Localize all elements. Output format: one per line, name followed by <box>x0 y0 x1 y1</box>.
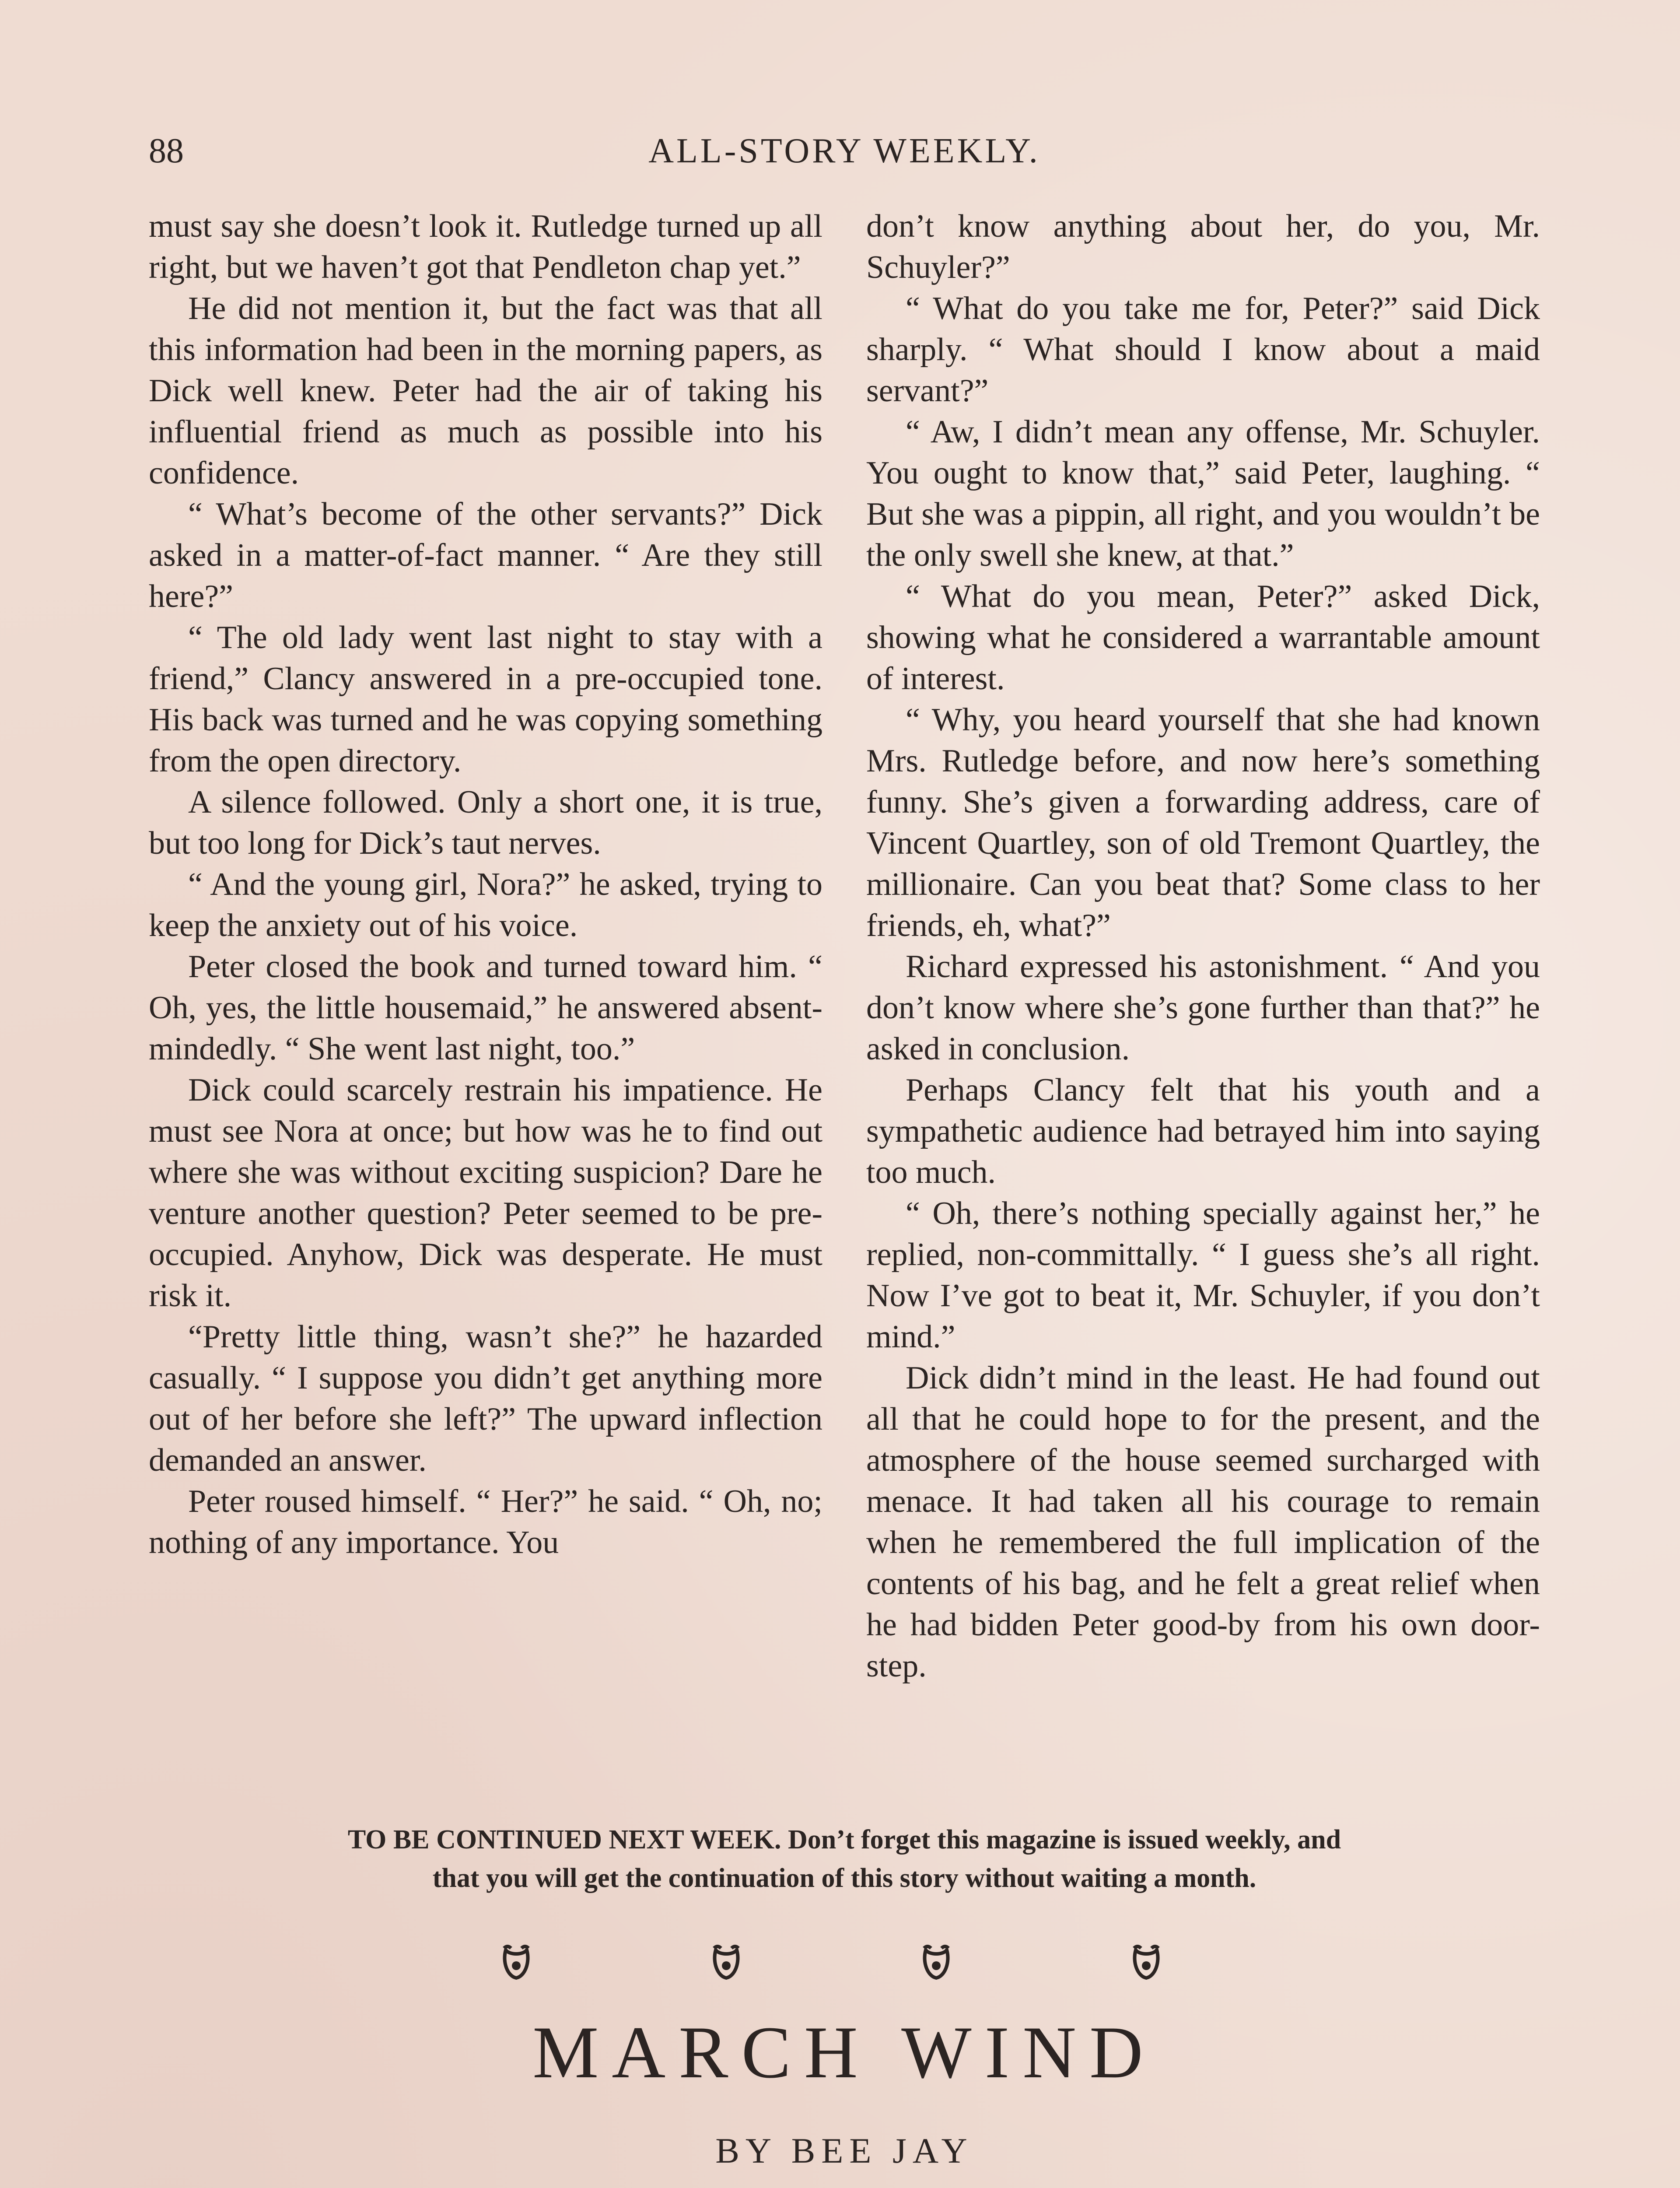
continuation-notice <box>149 1820 1540 1897</box>
poem-title: MARCH WIND <box>532 2011 1156 2093</box>
paragraph: Dick could scarcely restrain his impatience. He must see Nora at once; but how was he to find out where she was without exciting suspicion? Dare he venture another question? Peter seemed to be pre-occupied. Anyhow, Dick was desperate. He must risk it. <box>149 1072 822 1314</box>
paragraph: He did not mention it, but the fact was that all this information had been in the morning papers, as Dick well knew. Peter had the air of taking his influential friend as much as possible into his confidence. <box>149 291 822 491</box>
paragraph: “ What do you mean, Peter?” asked Dick, showing what he considered a warrantable amount of interest. <box>866 579 1540 697</box>
paragraph: Dick didn’t mind in the least. He had found out all that he could hope to for the present, and the atmosphere of the house seemed surcharged with menace. It had taken all his courage to remain when he remembered the full implication of the contents of his bag, and he felt a great relief when he had bidden Peter good-by from his own door-step. <box>866 1360 1540 1684</box>
poem-author: BY BEE JAY <box>715 2131 973 2170</box>
paragraph: A silence followed. Only a short one, it is true, but too long for Dick’s taut nerves. <box>149 784 822 861</box>
paragraph: “ The old lady went last night to stay with a friend,” Clancy answered in a pre-occupied tone. His back was turned and he was copying something from the open directory. <box>149 620 822 779</box>
notice-line: that you will get the continuation of this story without waiting a month. <box>432 1863 1256 1893</box>
paragraph: “ Oh, there’s nothing specially against her,” he replied, non-committally. “ I guess she’s all right. Now I’ve got to beat it, Mr. Schuyler, if you don’t mind.” <box>866 1196 1540 1355</box>
paragraph: Peter roused himself. “ Her?” he said. “ Oh, no; nothing of any importance. You <box>149 1483 822 1560</box>
paragraph: must say she doesn’t look it. Rutledge turned up all right, but we haven’t got that Pendleton chap yet.” <box>149 208 822 285</box>
fleuron-icon <box>499 1943 534 1982</box>
paragraph: “Pretty little thing, wasn’t she?” he hazarded casually. “ I suppose you didn’t get anything more out of her before she left?” The upward inflection demanded an answer. <box>149 1319 822 1478</box>
page-header <box>149 127 1540 175</box>
right-column <box>866 206 1540 1687</box>
story-body <box>149 206 1540 1807</box>
fleuron-icon <box>919 1943 954 1982</box>
paragraph: “ Why, you heard yourself that she had known Mrs. Rutledge before, and now here’s something funny. She’s given a forwarding address, care of Vincent Quartley, son of old Tremont Quartley, the millionaire. Can you beat that? Some class to her friends, eh, what?” <box>866 702 1540 943</box>
paragraph: Richard expressed his astonishment. “ And you don’t know where she’s gone further than that?” he asked in conclusion. <box>866 949 1540 1067</box>
fleuron-icon <box>1129 1943 1164 1982</box>
fleuron-icon <box>709 1943 744 1982</box>
page-number: 88 <box>149 132 184 170</box>
running-title: ALL-STORY WEEKLY. <box>648 132 1040 170</box>
paragraph: “ Aw, I didn’t mean any offense, Mr. Schuyler. You ought to know that,” said Peter, laughing. “ But she was a pippin, all right, and you wouldn’t be the only swell she knew, at that.” <box>866 414 1540 573</box>
left-column <box>149 206 822 1563</box>
paragraph: “ What do you take me for, Peter?” said Dick sharply. “ What should I know about a maid servant?” <box>866 291 1540 409</box>
paragraph: Peter closed the book and turned toward him. “ Oh, yes, the little housemaid,” he answered absent-mindedly. “ She went last night, too.” <box>149 949 822 1067</box>
notice-line: TO BE CONTINUED NEXT WEEK. Don’t forget this magazine is issued weekly, and <box>347 1825 1341 1855</box>
paragraph: “ What’s become of the other servants?” Dick asked in a matter-of-fact manner. “ Are they still here?” <box>149 496 822 614</box>
ornament-row <box>481 1943 1225 1987</box>
paragraph: “ And the young girl, Nora?” he asked, trying to keep the anxiety out of his voice. <box>149 866 822 943</box>
paragraph: Perhaps Clancy felt that his youth and a sympathetic audience had betrayed him into saying too much. <box>866 1072 1540 1190</box>
paragraph: don’t know anything about her, do you, Mr. Schuyler?” <box>866 208 1540 285</box>
